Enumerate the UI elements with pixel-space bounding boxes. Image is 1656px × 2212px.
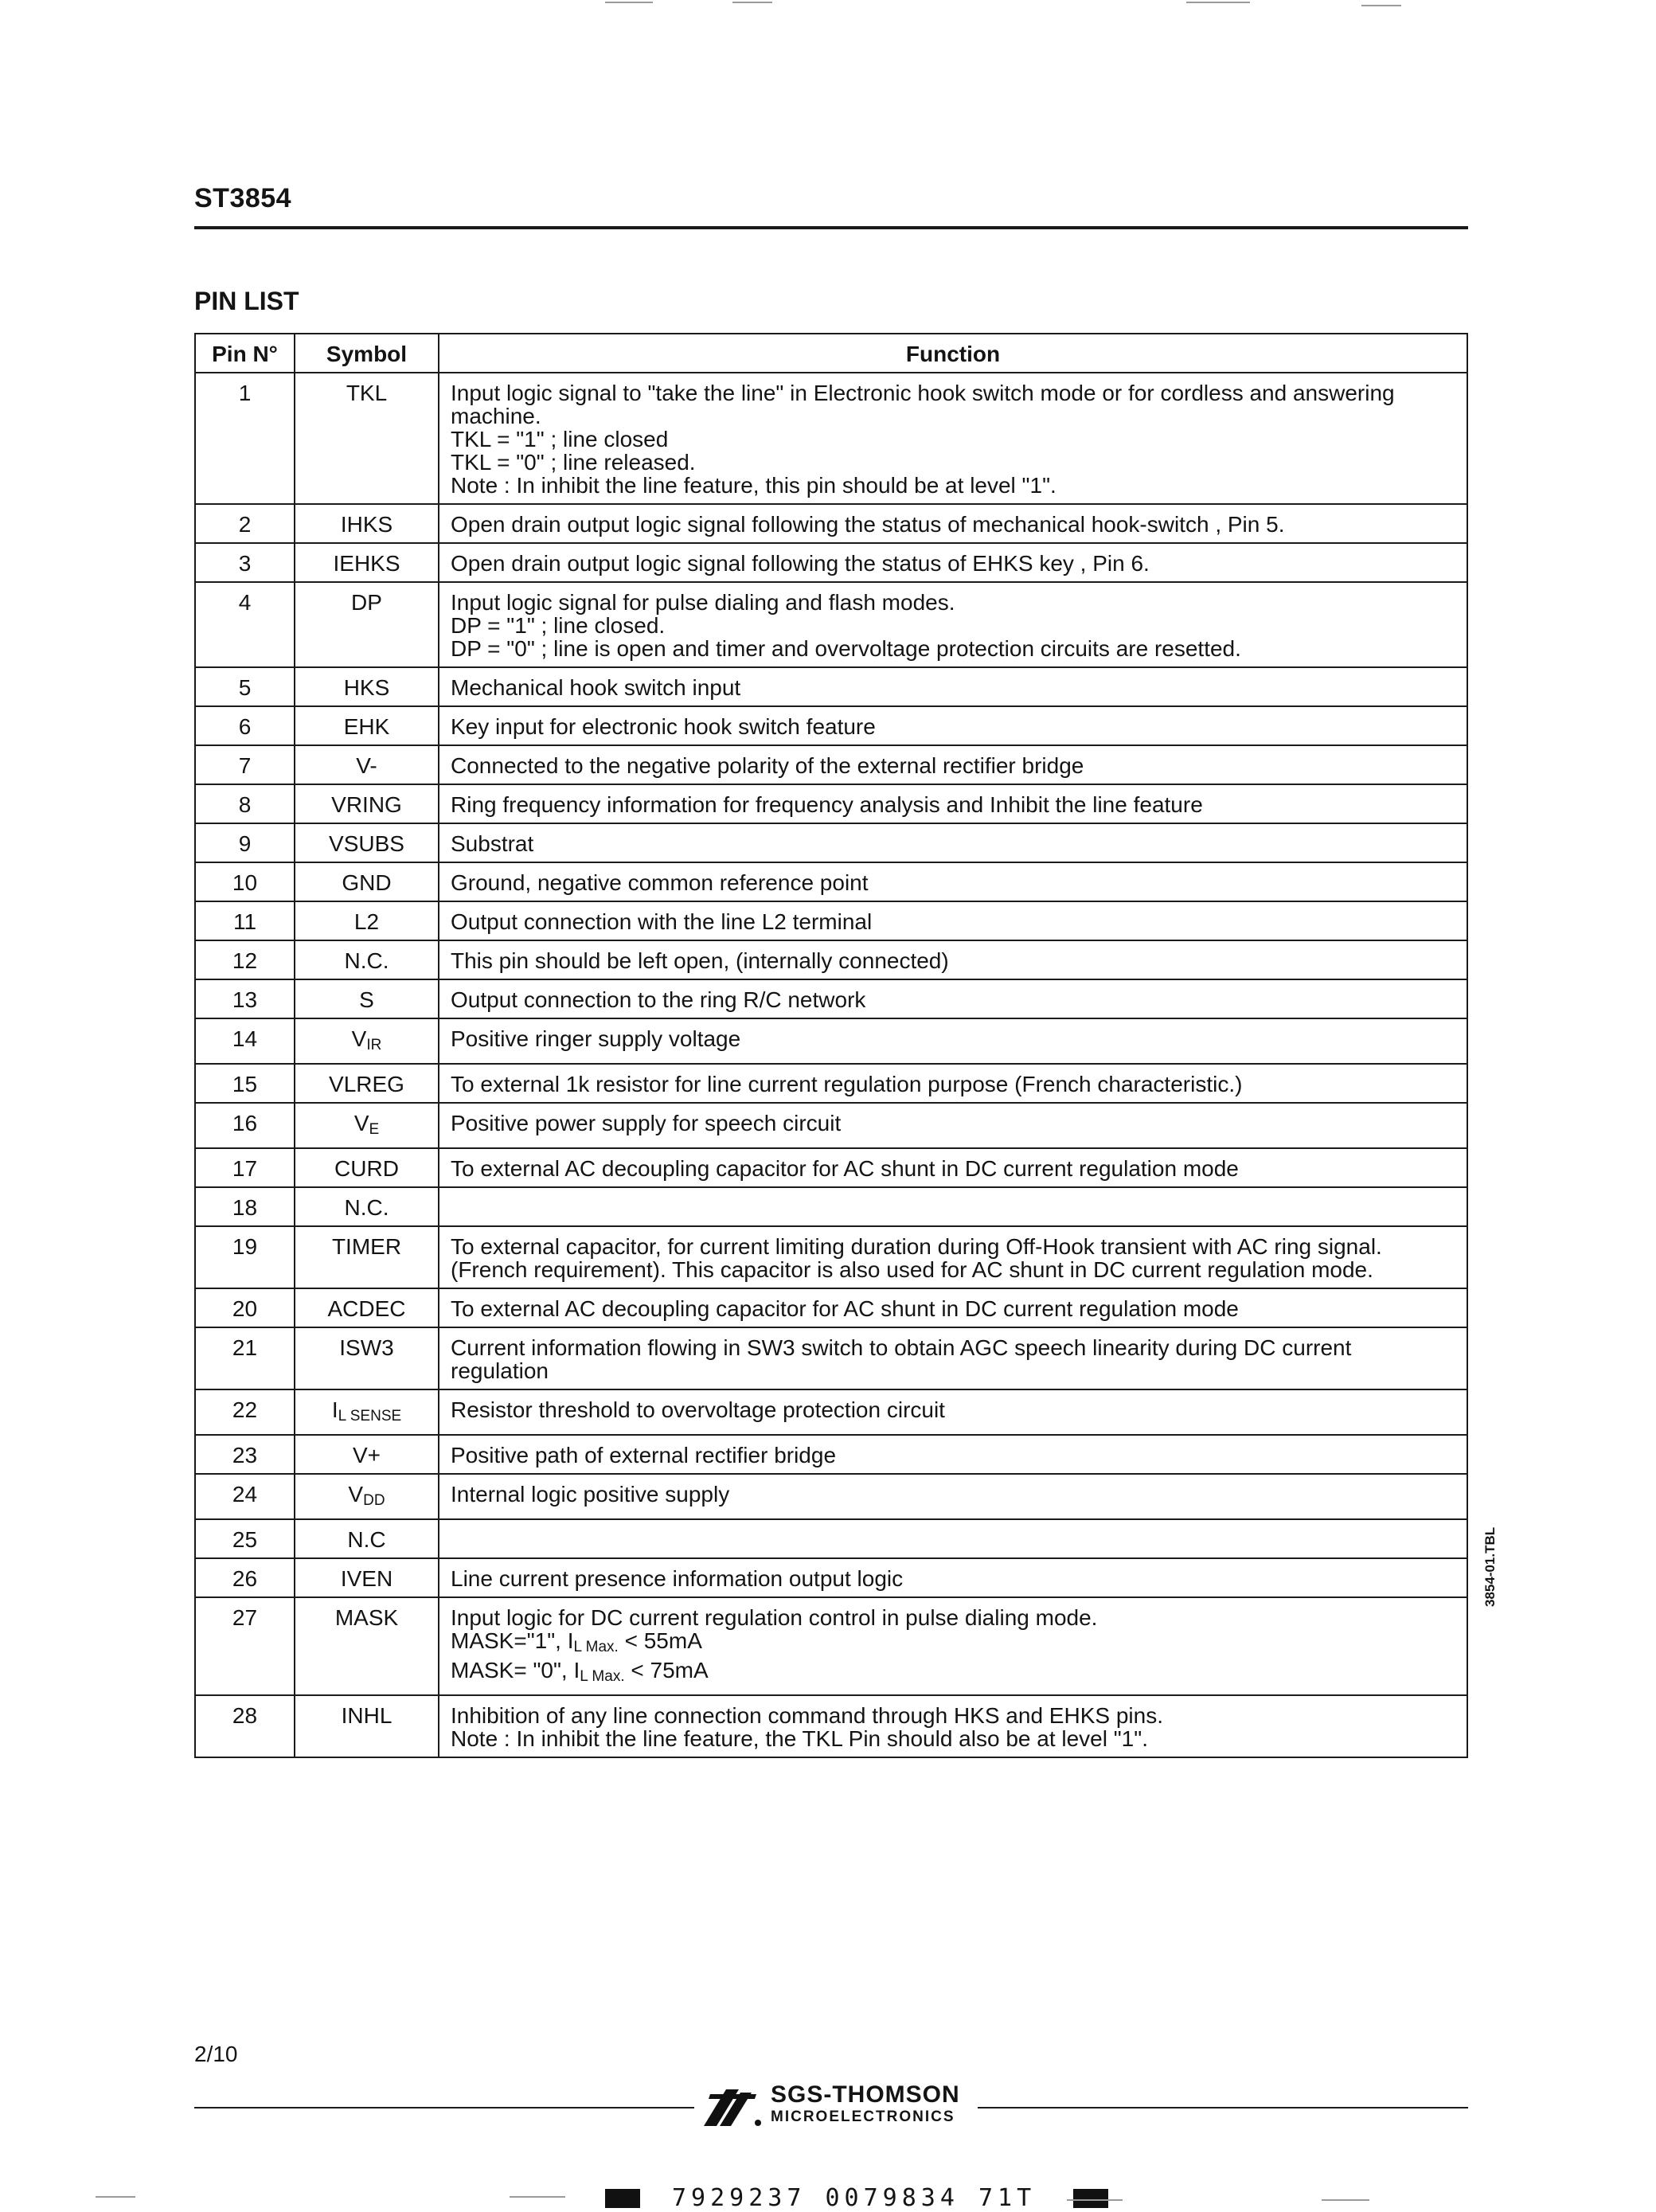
function-line-part: L Max. bbox=[580, 1668, 625, 1685]
pin-function bbox=[439, 1597, 1467, 1695]
pin-symbol-text: HKS bbox=[343, 675, 390, 700]
pin-number: 4 bbox=[195, 582, 295, 667]
table-row bbox=[195, 1558, 1467, 1597]
pin-symbol bbox=[295, 862, 439, 901]
pin-function bbox=[439, 979, 1467, 1018]
function-line: Key input for electronic hook switch feature bbox=[451, 714, 876, 739]
function-line: Connected to the negative polarity of the external rectifier bridge bbox=[451, 753, 1084, 778]
table-row bbox=[195, 582, 1467, 667]
scan-artifact bbox=[510, 2196, 565, 2198]
logo-brand-name: SGS-THOMSON bbox=[771, 2081, 960, 2108]
pin-symbol-text: TKL bbox=[346, 381, 388, 405]
table-row bbox=[195, 1474, 1467, 1519]
table-row bbox=[195, 1435, 1467, 1474]
pin-function bbox=[439, 940, 1467, 979]
pin-function bbox=[439, 667, 1467, 706]
function-line: DP = "0" ; line is open and timer and overvoltage protection circuits are resetted. bbox=[451, 636, 1241, 661]
pin-function bbox=[439, 1103, 1467, 1148]
pin-symbol bbox=[295, 504, 439, 543]
pin-symbol-text: V bbox=[353, 1111, 369, 1135]
column-header-pin: Pin N° bbox=[195, 334, 295, 373]
scan-artifact bbox=[1361, 5, 1401, 6]
pin-symbol bbox=[295, 1327, 439, 1389]
pin-symbol bbox=[295, 1695, 439, 1757]
function-line-part: L Max. bbox=[573, 1639, 619, 1655]
function-line: DP = "1" ; line closed. bbox=[451, 613, 666, 638]
function-line: Ground, negative common reference point bbox=[451, 870, 869, 895]
table-row bbox=[195, 979, 1467, 1018]
function-line: To external AC decoupling capacitor for AC shunt in DC current regulation mode bbox=[451, 1296, 1239, 1321]
pin-symbol bbox=[295, 1103, 439, 1148]
pin-symbol-text: N.C. bbox=[344, 948, 389, 973]
pin-function bbox=[439, 706, 1467, 745]
function-line: Note : In inhibit the line feature, this pin should be at level "1". bbox=[451, 473, 1056, 498]
pin-function bbox=[439, 1018, 1467, 1064]
pin-list-table bbox=[194, 333, 1468, 1758]
pin-number: 2 bbox=[195, 504, 295, 543]
scan-artifact bbox=[732, 2, 772, 3]
function-line: To external 1k resistor for line current regulation purpose (French characteristic.) bbox=[451, 1072, 1243, 1096]
pin-function bbox=[439, 1519, 1467, 1558]
function-line: Positive ringer supply voltage bbox=[451, 1026, 741, 1051]
function-line: To external capacitor, for current limiting duration during Off-Hook transient with AC ring signal. (French requirement). This capacitor is also used for AC shunt in DC current regulation mode. bbox=[451, 1234, 1382, 1282]
pin-symbol-text: S bbox=[359, 987, 374, 1012]
function-line: Open drain output logic signal following the status of mechanical hook-switch , Pin 5. bbox=[451, 512, 1285, 537]
pin-symbol-text: TIMER bbox=[331, 1234, 402, 1259]
pin-symbol bbox=[295, 823, 439, 862]
table-row bbox=[195, 745, 1467, 784]
pin-number: 22 bbox=[195, 1389, 295, 1435]
scan-artifact bbox=[1322, 2199, 1369, 2201]
column-header-symbol: Symbol bbox=[295, 334, 439, 373]
function-line: TKL = "0" ; line released. bbox=[451, 450, 696, 475]
pin-symbol-text: V+ bbox=[352, 1443, 381, 1468]
pin-symbol-text: VLREG bbox=[329, 1072, 404, 1096]
pin-function bbox=[439, 1327, 1467, 1389]
function-line: Output connection to the ring R/C network bbox=[451, 987, 866, 1012]
pin-symbol-text: N.C bbox=[347, 1527, 386, 1552]
table-row bbox=[195, 1064, 1467, 1103]
pin-symbol-text: GND bbox=[342, 870, 392, 895]
function-line: This pin should be left open, (internally connected) bbox=[451, 948, 949, 973]
table-reference-tag: 3854-01.TBL bbox=[1482, 1526, 1498, 1607]
table-row bbox=[195, 667, 1467, 706]
table-row bbox=[195, 901, 1467, 940]
pin-function bbox=[439, 1435, 1467, 1474]
pin-function bbox=[439, 823, 1467, 862]
pin-symbol-text: V bbox=[348, 1482, 364, 1507]
pin-symbol bbox=[295, 940, 439, 979]
pin-function bbox=[439, 862, 1467, 901]
table-row bbox=[195, 1695, 1467, 1757]
barcode-number: 7929237 0079834 71T bbox=[672, 2184, 1037, 2212]
pin-function bbox=[439, 1064, 1467, 1103]
table-row bbox=[195, 1103, 1467, 1148]
function-line: Ring frequency information for frequency analysis and Inhibit the line feature bbox=[451, 792, 1203, 817]
pin-symbol-text: EHK bbox=[343, 714, 390, 739]
footer-rule-right bbox=[978, 2107, 1468, 2108]
page-number: 2/10 bbox=[194, 2042, 238, 2066]
pin-number: 19 bbox=[195, 1226, 295, 1288]
pin-number: 11 bbox=[195, 901, 295, 940]
function-line: Input logic for DC current regulation control in pulse dialing mode. bbox=[451, 1605, 1098, 1630]
function-line-part: MASK= "0", I bbox=[451, 1658, 580, 1682]
pin-symbol-text: L2 bbox=[353, 909, 380, 934]
pin-symbol-text: VRING bbox=[331, 792, 402, 817]
pin-symbol bbox=[295, 582, 439, 667]
table-row bbox=[195, 1519, 1467, 1558]
header-rule bbox=[194, 226, 1468, 229]
table-row bbox=[195, 1148, 1467, 1187]
function-line: Current information flowing in SW3 switch to obtain AGC speech linearity during DC current regulation bbox=[451, 1335, 1352, 1383]
pin-symbol bbox=[295, 1558, 439, 1597]
function-line: To external AC decoupling capacitor for AC shunt in DC current regulation mode bbox=[451, 1156, 1239, 1181]
function-line: Substrat bbox=[451, 831, 534, 856]
function-line: Positive path of external rectifier bridge bbox=[451, 1443, 837, 1468]
table-row bbox=[195, 504, 1467, 543]
pin-number: 5 bbox=[195, 667, 295, 706]
pin-symbol-subscript: E bbox=[369, 1121, 380, 1138]
function-line: Internal logic positive supply bbox=[451, 1482, 730, 1507]
table-row bbox=[195, 1597, 1467, 1695]
scan-artifact bbox=[1067, 2199, 1123, 2201]
pin-function bbox=[439, 543, 1467, 582]
pin-symbol-text: MASK bbox=[334, 1605, 399, 1630]
pin-number: 13 bbox=[195, 979, 295, 1018]
pin-symbol bbox=[295, 1597, 439, 1695]
pin-function bbox=[439, 373, 1467, 504]
pin-symbol bbox=[295, 1226, 439, 1288]
pin-symbol-text: IVEN bbox=[340, 1566, 393, 1591]
pin-symbol bbox=[295, 901, 439, 940]
barcode-block-left bbox=[605, 2189, 640, 2208]
logo-brand-subtitle: MICROELECTRONICS bbox=[771, 2108, 955, 2125]
function-line bbox=[451, 1629, 1455, 1659]
pin-number: 6 bbox=[195, 706, 295, 745]
function-line: Input logic signal for pulse dialing and flash modes. bbox=[451, 590, 955, 615]
barcode-strip bbox=[605, 2186, 1108, 2212]
table-row bbox=[195, 823, 1467, 862]
pin-symbol bbox=[295, 373, 439, 504]
section-title: PIN LIST bbox=[194, 287, 299, 315]
pin-function bbox=[439, 582, 1467, 667]
pin-symbol bbox=[295, 1187, 439, 1226]
pin-symbol bbox=[295, 706, 439, 745]
pin-symbol bbox=[295, 745, 439, 784]
pin-function bbox=[439, 1474, 1467, 1519]
pin-function bbox=[439, 901, 1467, 940]
pin-number: 14 bbox=[195, 1018, 295, 1064]
function-line: Mechanical hook switch input bbox=[451, 675, 741, 700]
pin-number: 1 bbox=[195, 373, 295, 504]
pin-function bbox=[439, 1558, 1467, 1597]
pin-number: 23 bbox=[195, 1435, 295, 1474]
table-header-row bbox=[195, 334, 1467, 373]
pin-function bbox=[439, 1148, 1467, 1187]
pin-number: 12 bbox=[195, 940, 295, 979]
pin-number: 8 bbox=[195, 784, 295, 823]
st-logo-icon bbox=[699, 2086, 763, 2128]
table-row bbox=[195, 1018, 1467, 1064]
function-line: Input logic signal to "take the line" in Electronic hook switch mode or for cordless and answering machine. bbox=[451, 381, 1395, 428]
pin-symbol bbox=[295, 1435, 439, 1474]
scan-artifact bbox=[1186, 2, 1250, 3]
function-line-part: < 55mA bbox=[618, 1628, 702, 1653]
function-line: Output connection with the line L2 terminal bbox=[451, 909, 873, 934]
pin-symbol bbox=[295, 667, 439, 706]
document-title: ST3854 bbox=[194, 183, 292, 213]
pin-function bbox=[439, 745, 1467, 784]
pin-number: 21 bbox=[195, 1327, 295, 1389]
pin-symbol-text: IEHKS bbox=[333, 551, 400, 576]
function-line: Inhibition of any line connection command through HKS and EHKS pins. bbox=[451, 1703, 1163, 1728]
pin-function bbox=[439, 1389, 1467, 1435]
function-line: Open drain output logic signal following the status of EHKS key , Pin 6. bbox=[451, 551, 1150, 576]
pin-symbol-text: CURD bbox=[334, 1156, 399, 1181]
pin-number: 17 bbox=[195, 1148, 295, 1187]
pin-symbol bbox=[295, 1519, 439, 1558]
table-row bbox=[195, 543, 1467, 582]
pin-symbol-subscript: DD bbox=[363, 1492, 385, 1509]
function-line: Resistor threshold to overvoltage protection circuit bbox=[451, 1397, 945, 1422]
function-line: Note : In inhibit the line feature, the TKL Pin should also be at level "1". bbox=[451, 1726, 1148, 1751]
column-header-function: Function bbox=[439, 334, 1467, 373]
function-line: Line current presence information output logic bbox=[451, 1566, 904, 1591]
table-row bbox=[195, 1187, 1467, 1226]
pin-number: 18 bbox=[195, 1187, 295, 1226]
pin-number: 10 bbox=[195, 862, 295, 901]
function-line: TKL = "1" ; line closed bbox=[451, 427, 669, 451]
pin-symbol-text: V bbox=[351, 1026, 367, 1051]
pin-symbol-text: DP bbox=[351, 590, 382, 615]
pin-number: 20 bbox=[195, 1288, 295, 1327]
pin-symbol-text: V- bbox=[356, 753, 377, 778]
pin-symbol-subscript: L SENSE bbox=[338, 1408, 402, 1425]
pin-number: 3 bbox=[195, 543, 295, 582]
pin-symbol bbox=[295, 543, 439, 582]
pin-number: 15 bbox=[195, 1064, 295, 1103]
pin-number: 9 bbox=[195, 823, 295, 862]
table-row bbox=[195, 784, 1467, 823]
table-row bbox=[195, 373, 1467, 504]
pin-symbol-text: VSUBS bbox=[329, 831, 404, 856]
pin-symbol-text: I bbox=[331, 1397, 338, 1422]
pin-number: 27 bbox=[195, 1597, 295, 1695]
pin-symbol bbox=[295, 979, 439, 1018]
pin-symbol-text: ACDEC bbox=[327, 1296, 406, 1321]
pin-number: 16 bbox=[195, 1103, 295, 1148]
pin-function bbox=[439, 1288, 1467, 1327]
table-row bbox=[195, 1389, 1467, 1435]
pin-symbol-text: INHL bbox=[341, 1703, 393, 1728]
pin-symbol-subscript: IR bbox=[366, 1037, 382, 1053]
scan-artifact bbox=[96, 2196, 135, 2198]
company-logo bbox=[699, 2081, 974, 2131]
pin-function bbox=[439, 784, 1467, 823]
pin-number: 26 bbox=[195, 1558, 295, 1597]
pin-symbol bbox=[295, 1389, 439, 1435]
table-row bbox=[195, 1327, 1467, 1389]
function-line: Positive power supply for speech circuit bbox=[451, 1111, 842, 1135]
pin-function bbox=[439, 1226, 1467, 1288]
pin-function bbox=[439, 504, 1467, 543]
table-row bbox=[195, 862, 1467, 901]
footer-rule-left bbox=[194, 2107, 694, 2108]
pin-symbol bbox=[295, 1064, 439, 1103]
pin-symbol-text: N.C. bbox=[344, 1195, 389, 1220]
pin-number: 28 bbox=[195, 1695, 295, 1757]
pin-function bbox=[439, 1695, 1467, 1757]
pin-rows bbox=[195, 373, 1467, 1757]
pin-function bbox=[439, 1187, 1467, 1226]
barcode-block-right bbox=[1073, 2189, 1108, 2208]
table-row bbox=[195, 706, 1467, 745]
pin-symbol bbox=[295, 1288, 439, 1327]
pin-number: 25 bbox=[195, 1519, 295, 1558]
function-line bbox=[451, 1659, 1455, 1688]
pin-number: 24 bbox=[195, 1474, 295, 1519]
table-row bbox=[195, 1288, 1467, 1327]
table-row bbox=[195, 940, 1467, 979]
scan-artifact bbox=[605, 2, 653, 3]
pin-symbol-text: ISW3 bbox=[339, 1335, 394, 1360]
pin-number: 7 bbox=[195, 745, 295, 784]
pin-symbol bbox=[295, 784, 439, 823]
pin-symbol bbox=[295, 1148, 439, 1187]
table-row bbox=[195, 1226, 1467, 1288]
pin-symbol bbox=[295, 1018, 439, 1064]
function-line-part: MASK="1", I bbox=[451, 1628, 574, 1653]
pin-symbol bbox=[295, 1474, 439, 1519]
function-line-part: < 75mA bbox=[624, 1658, 709, 1682]
pin-symbol-text: IHKS bbox=[340, 512, 393, 537]
